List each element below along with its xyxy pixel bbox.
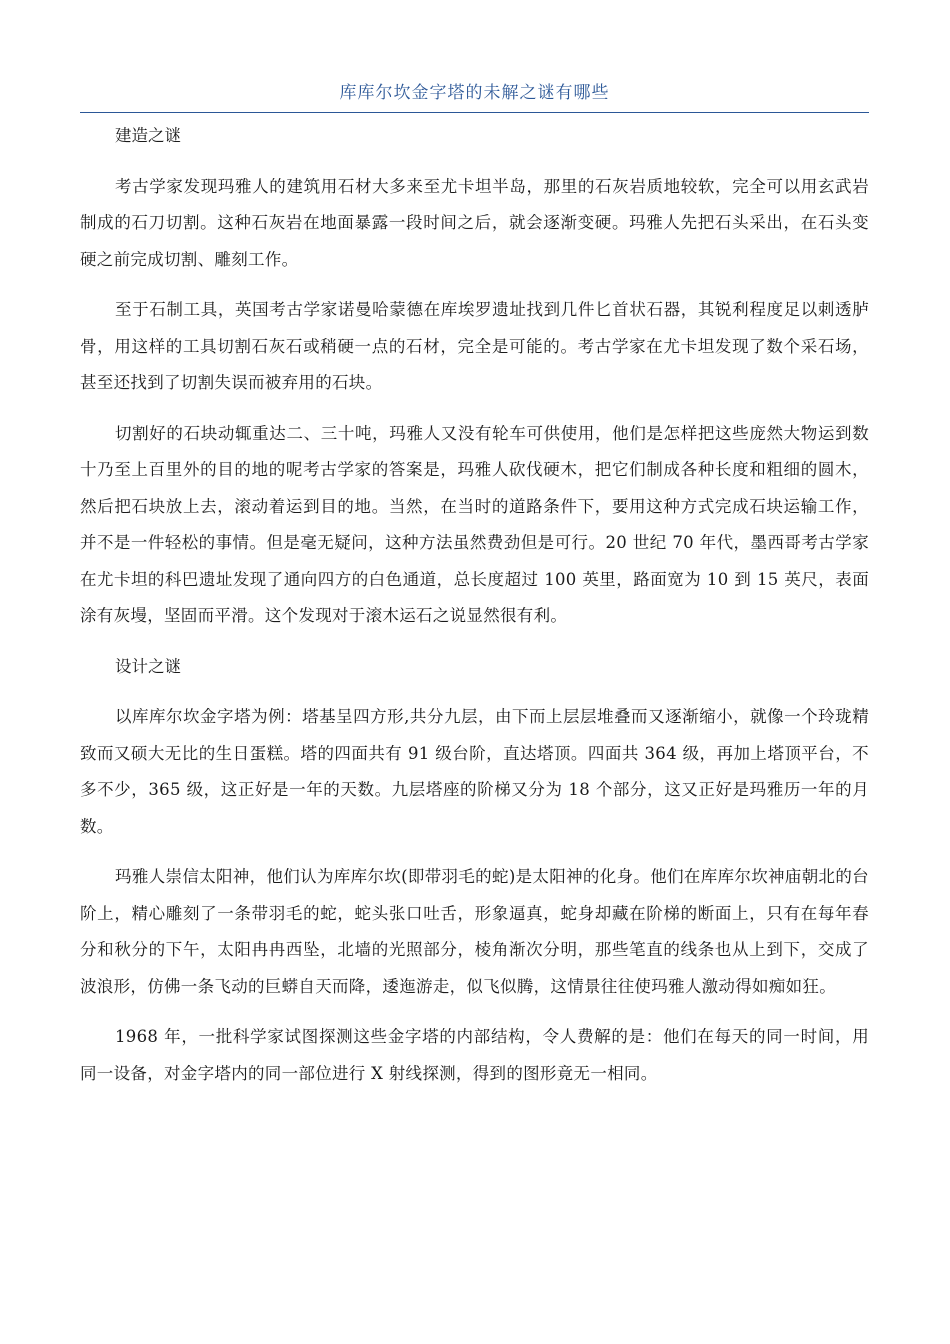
paragraph: 切割好的石块动辄重达二、三十吨，玛雅人又没有轮车可供使用，他们是怎样把这些庞然大物运到数十乃至上百里外的目的地的呢考古学家的答案是，玛雅人砍伐硬木，把它们制成各种长度和粗细的圆木，然后把石块放上去，滚动着运到目的地。当然，在当时的道路条件下，要用这种方式完成石块运输工作，并不是一件轻松的事情。但是毫无疑问，这种方法虽然费劲但是可行。20 世纪 70 年代，墨西哥考古学家在尤卡坦的科巴遗址发现了通向四方的白色通道，总长度超过 100 英里，路面宽为 10 到 15 英尺，表面涂有灰墁，坚固而平滑。这个发现对于滚木运石之说显然很有利。	[80, 423, 869, 625]
document-title: 库库尔坎金字塔的未解之谜有哪些	[339, 83, 610, 103]
document-header	[80, 78, 869, 113]
paragraph: 以库库尔坎金字塔为例：塔基呈四方形,共分九层，由下而上层层堆叠而又逐渐缩小，就像一个玲珑精致而又硕大无比的生日蛋糕。塔的四面共有 91 级台阶，直达塔顶。四面共 364 级，再加上塔顶平台，不多不少，365 级，这正好是一年的天数。九层塔座的阶梯又分为 18 个部分，这又正好是玛雅历一年的月数。	[80, 707, 869, 836]
paragraph: 至于石制工具，英国考古学家诺曼哈蒙德在库埃罗遗址找到几件匕首状石器，其锐利程度足以刺透胪骨，用这样的工具切割石灰石或稍硬一点的石材，完全是可能的。考古学家在尤卡坦发现了数个采石场，甚至还找到了切割失误而被弃用的石块。	[80, 300, 869, 392]
section-heading-design: 设计之谜	[115, 656, 181, 676]
paragraph: 玛雅人崇信太阳神，他们认为库库尔坎(即带羽毛的蛇)是太阳神的化身。他们在库库尔坎神庙朝北的台阶上，精心雕刻了一条带羽毛的蛇，蛇头张口吐舌，形象逼真，蛇身却藏在阶梯的断面上，只有在每年春分和秋分的下午，太阳冉冉西坠，北墙的光照部分，棱角渐次分明，那些笔直的线条也从上到下，交成了波浪形，仿佛一条飞动的巨蟒自天而降，逶迤游走，似飞似腾，这情景往往使玛雅人激动得如痴如狂。	[80, 867, 869, 996]
document-body	[80, 118, 869, 1092]
paragraph: 考古学家发现玛雅人的建筑用石材大多来至尤卡坦半岛，那里的石灰岩质地较软，完全可以用玄武岩制成的石刀切割。这种石灰岩在地面暴露一段时间之后，就会逐渐变硬。玛雅人先把石头采出，在石头变硬之前完成切割、雕刻工作。	[80, 176, 869, 269]
paragraph: 1968 年，一批科学家试图探测这些金字塔的内部结构，令人费解的是：他们在每天的同一时间，用同一设备，对金字塔内的同一部位进行 X 射线探测，得到的图形竟无一相同。	[80, 1027, 869, 1083]
section-heading-construction: 建造之谜	[115, 126, 181, 145]
